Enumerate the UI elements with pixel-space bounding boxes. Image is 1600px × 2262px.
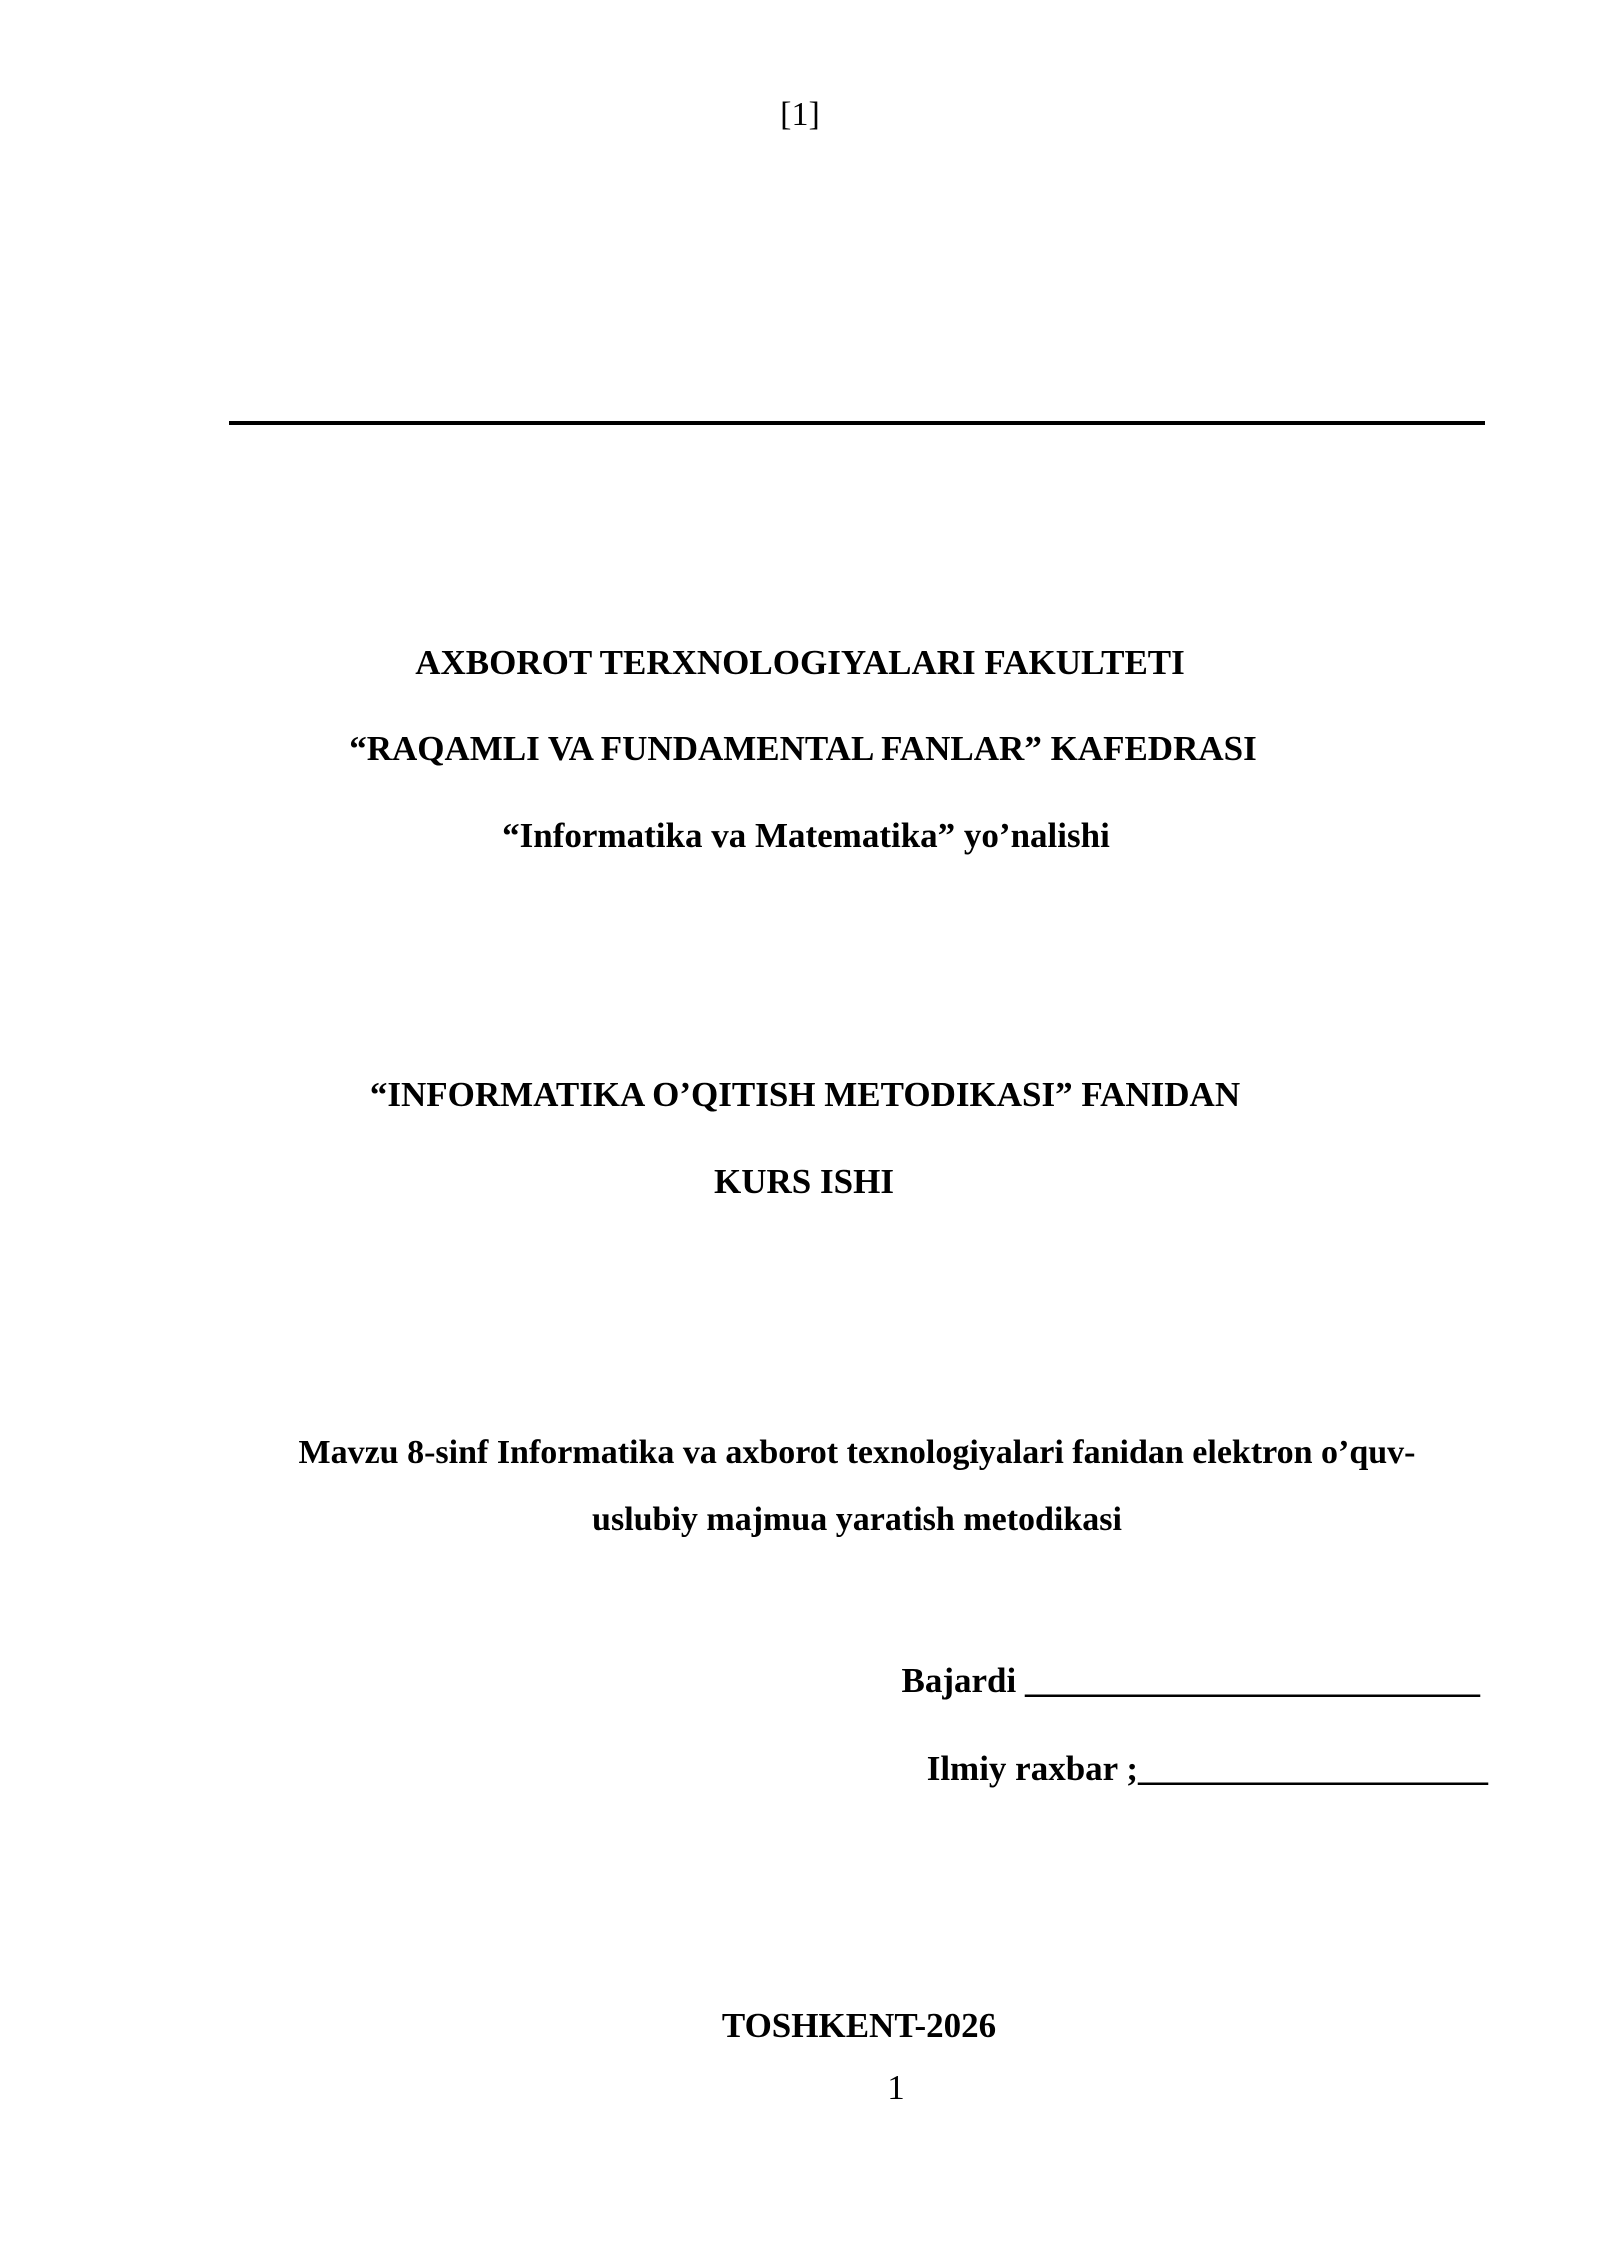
topic-line-2: uslubiy majmua yaratish metodikasi (592, 1501, 1122, 1538)
city-year: TOSHKENT-2026 (721, 2006, 997, 2045)
header-page-mark: [1] (780, 96, 820, 133)
direction-title: “Informatika va Matematika” yo’nalishi (502, 816, 1110, 855)
work-type-title: KURS ISHI (714, 1162, 894, 1201)
faculty-title: AXBOROT TERXNOLOGIYALARI FAKULTETI (415, 643, 1185, 682)
supervisor-line: Ilmiy raxbar ;____________________ (926, 1749, 1488, 1788)
topic-block (229, 1419, 1485, 1553)
performed-by-line: Bajardi __________________________ (901, 1661, 1480, 1700)
topic-line-1: Mavzu 8-sinf Informatika va axborot texnologiyalari fanidan elektron o’quv- (298, 1434, 1416, 1471)
department-title: “RAQAMLI VA FUNDAMENTAL FANLAR” KAFEDRASI (349, 729, 1257, 768)
subject-title: “INFORMATIKA O’QITISH METODIKASI” FANIDAN (369, 1075, 1241, 1114)
page-number: 1 (887, 2068, 905, 2107)
horizontal-rule (229, 421, 1485, 425)
